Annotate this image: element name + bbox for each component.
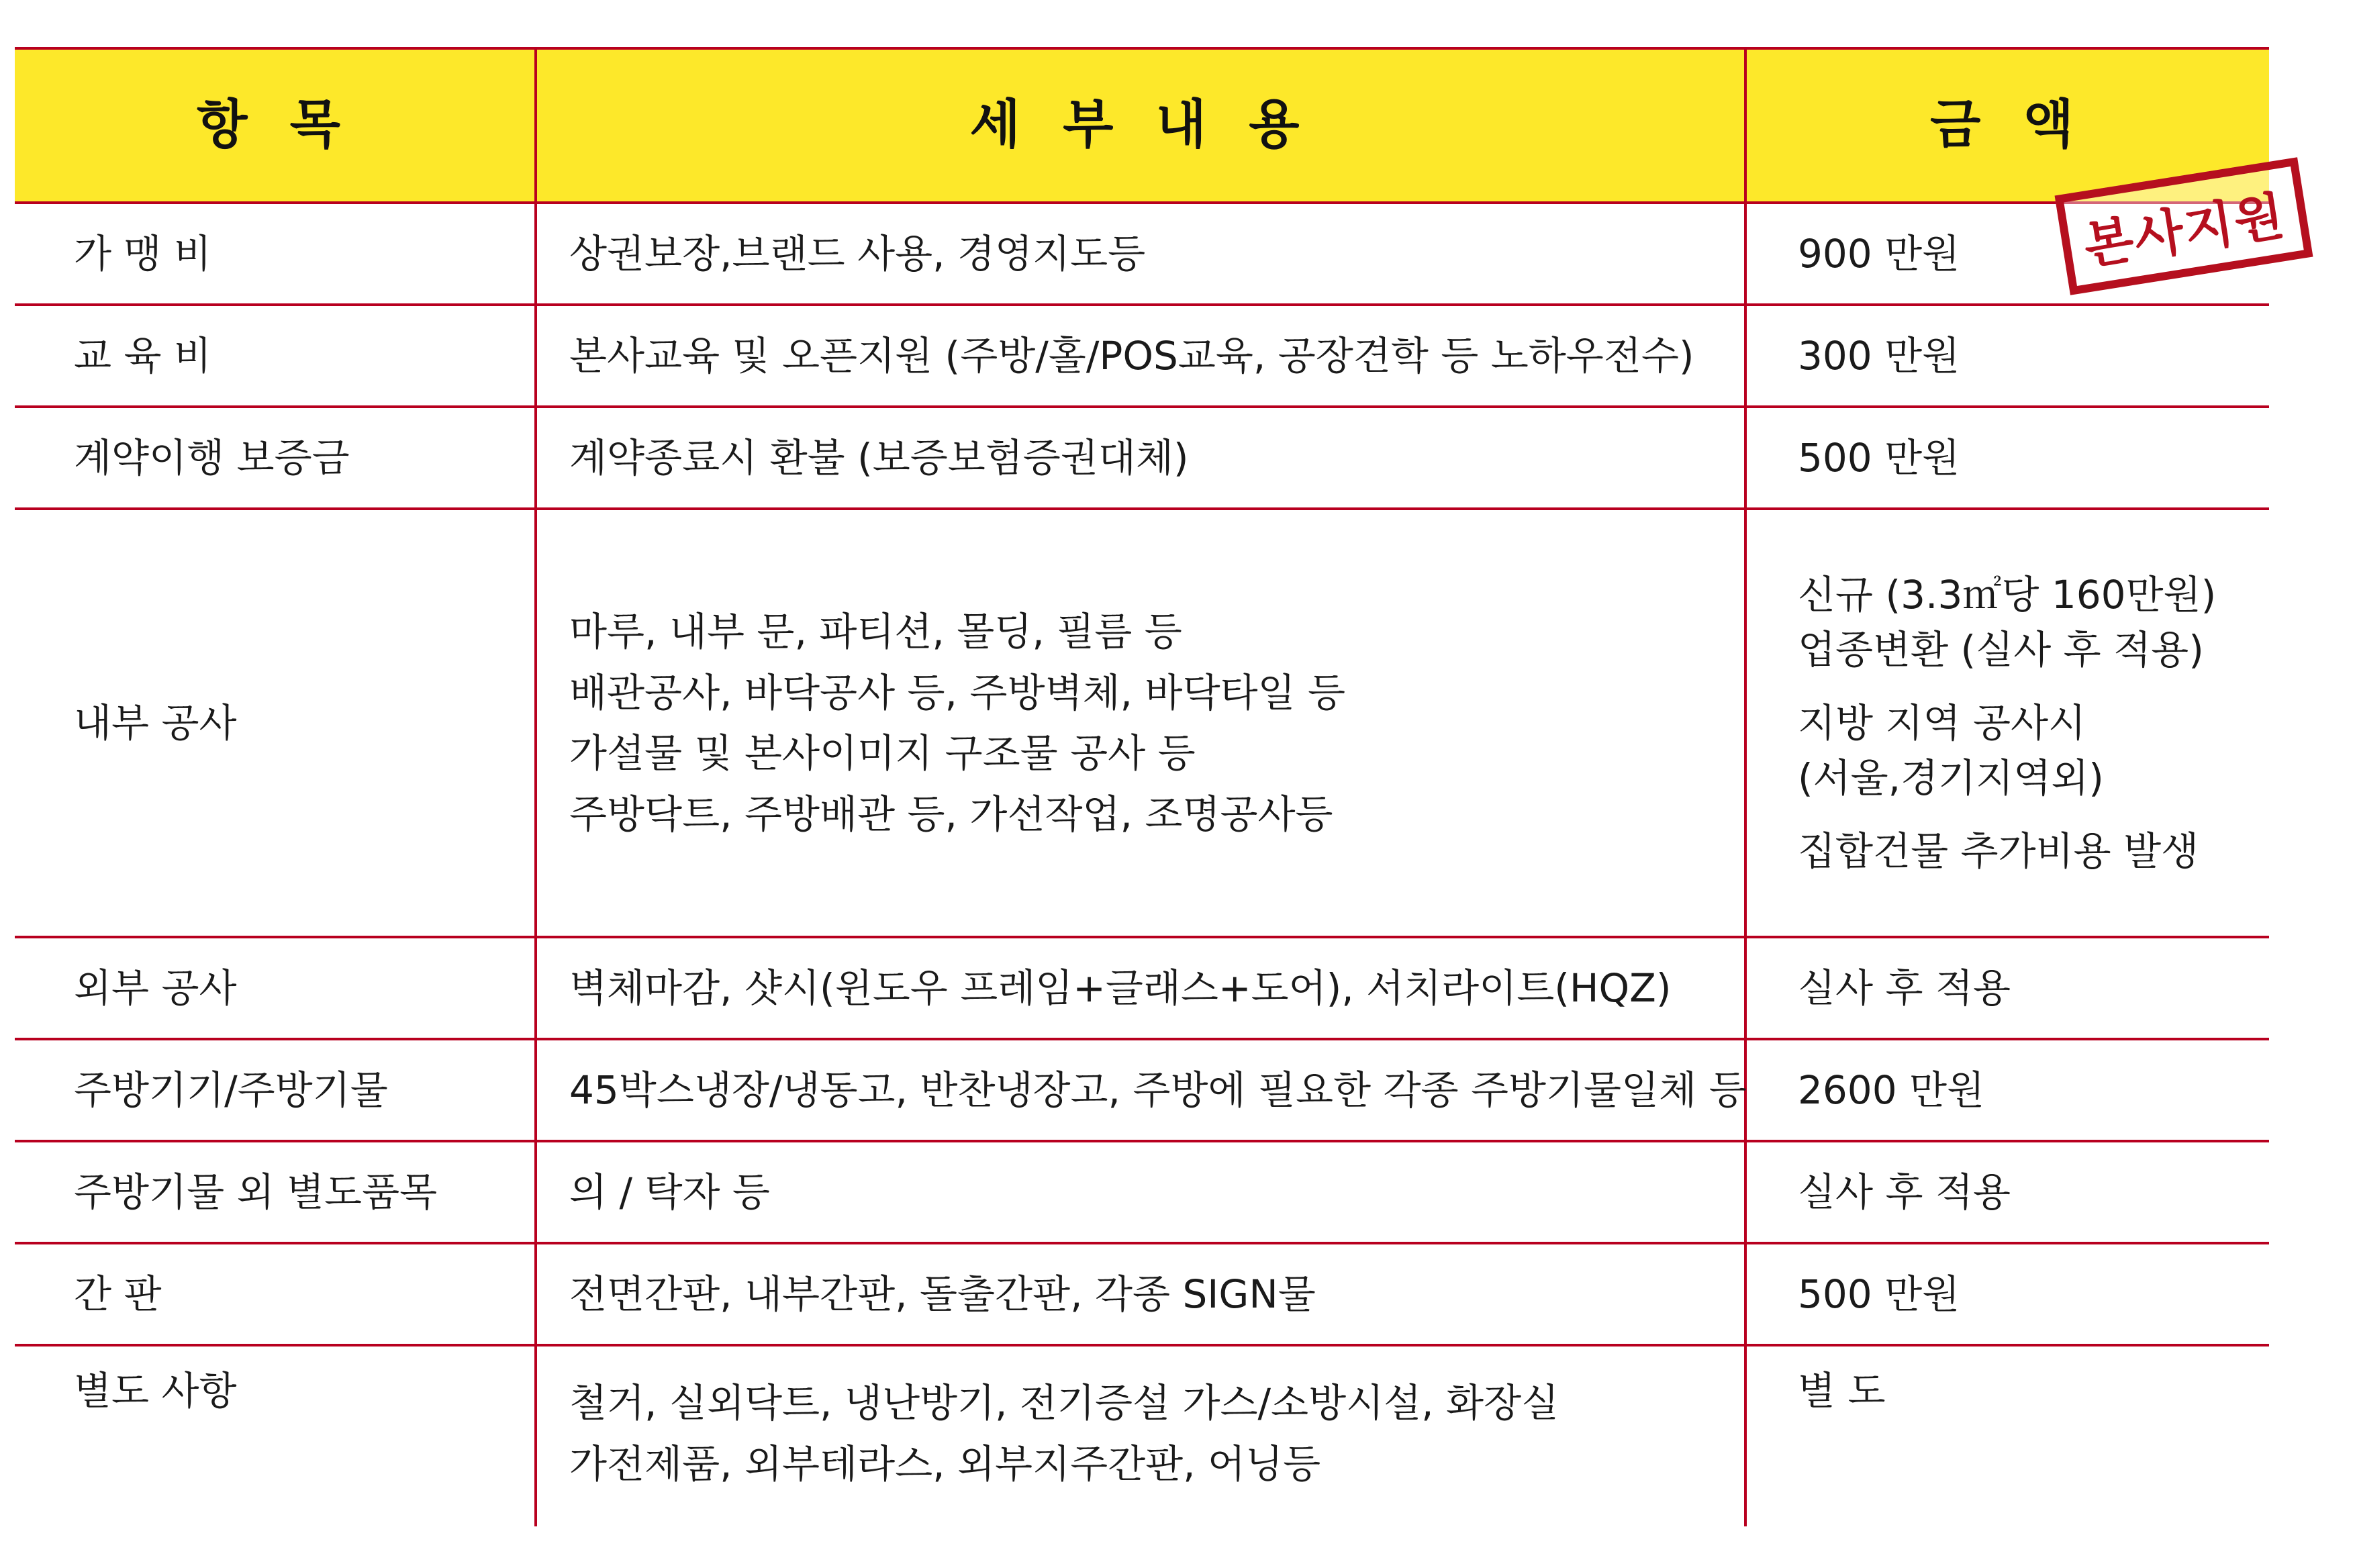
amount-line: 별 도 <box>1798 1368 1886 1414</box>
amount-line: 지방 지역 공사시 <box>1798 699 2086 746</box>
amount-line: 신규 (3.3㎡당 160만원) <box>1798 571 2217 618</box>
table-row <box>15 305 2269 407</box>
amount-cell <box>1745 305 2269 407</box>
detail-cell <box>536 1039 1745 1141</box>
franchise-cost-table <box>15 47 2269 1526</box>
detail-line: 계약종료시 환불 (보증보험증권대체) <box>569 434 1189 481</box>
table-row <box>15 407 2269 509</box>
amount-line: 500 만원 <box>1798 434 1960 481</box>
detail-line: 전면간판, 내부간판, 돌출간판, 각종 SIGN물 <box>569 1271 1316 1317</box>
amount-line: 실사 후 적용 <box>1798 965 2011 1011</box>
header-item: 항 목 <box>15 48 536 203</box>
detail-line: 45박스냉장/냉동고, 반찬냉장고, 주방에 필요한 각종 주방기물일체 등 <box>569 1067 1747 1113</box>
amount-line: 2600 만원 <box>1798 1067 1985 1113</box>
amount-line: 300 만원 <box>1798 332 1960 379</box>
detail-cell <box>536 937 1745 1039</box>
table-row <box>15 509 2269 937</box>
detail-cell <box>536 1141 1745 1243</box>
detail-line: 본사교육 및 오픈지원 (주방/홀/POS교육, 공장견학 등 노하우전수) <box>569 332 1694 379</box>
detail-cell <box>536 407 1745 509</box>
detail-line: 상권보장,브랜드 사용, 경영지도등 <box>569 230 1146 277</box>
item-label: 별도 사항 <box>74 1368 237 1414</box>
table-row <box>15 937 2269 1039</box>
detail-cell <box>536 203 1745 305</box>
item-cell: 간 판 <box>15 1243 536 1345</box>
table-row <box>15 1345 2269 1526</box>
detail-line: 가전제품, 외부테라스, 외부지주간판, 어닝등 <box>569 1440 1321 1487</box>
detail-line: 가설물 및 본사이미지 구조물 공사 등 <box>569 730 1196 776</box>
detail-line: 배관공사, 바닥공사 등, 주방벽체, 바닥타일 등 <box>569 669 1345 716</box>
item-cell: 계약이행 보증금 <box>15 407 536 509</box>
table-row <box>15 1039 2269 1141</box>
detail-line: 벽체마감, 샷시(윈도우 프레임+글래스+도어), 서치라이트(HQZ) <box>569 965 1672 1011</box>
detail-line: 철거, 실외닥트, 냉난방기, 전기증설 가스/소방시설, 화장실 <box>569 1380 1559 1426</box>
item-cell <box>15 1345 536 1526</box>
amount-cell <box>1745 1141 2269 1243</box>
item-cell: 주방기기/주방기물 <box>15 1039 536 1141</box>
amount-line: 900 만원 <box>1798 230 1960 277</box>
item-cell: 가 맹 비 <box>15 203 536 305</box>
table-row <box>15 203 2269 305</box>
table-row <box>15 1141 2269 1243</box>
item-cell: 외부 공사 <box>15 937 536 1039</box>
header-amount: 금 액 <box>1745 48 2269 203</box>
detail-cell <box>536 1243 1745 1345</box>
detail-cell <box>536 1345 1745 1526</box>
amount-line: 업종변환 (실사 후 적용) <box>1798 627 2204 673</box>
stamp-text: 본사지원 <box>2079 185 2289 276</box>
amount-cell <box>1745 1345 2269 1526</box>
amount-cell <box>1745 937 2269 1039</box>
amount-cell <box>1745 407 2269 509</box>
detail-line: 마루, 내부 문, 파티션, 몰딩, 필름 등 <box>569 609 1182 654</box>
amount-line: 집합건물 추가비용 발생 <box>1798 828 2199 874</box>
item-cell: 교 육 비 <box>15 305 536 407</box>
amount-cell <box>1745 1243 2269 1345</box>
franchise-cost-table-wrapper <box>15 47 2269 1526</box>
detail-line: 의 / 탁자 등 <box>569 1169 770 1215</box>
amount-line: 500 만원 <box>1798 1271 1960 1317</box>
detail-line: 주방닥트, 주방배관 등, 가선작업, 조명공사등 <box>569 791 1333 837</box>
amount-cell <box>1745 1039 2269 1141</box>
detail-cell <box>536 509 1745 937</box>
amount-cell <box>1745 509 2269 937</box>
header-detail: 세 부 내 용 <box>536 48 1745 203</box>
table-row <box>15 1243 2269 1345</box>
amount-line: 실사 후 적용 <box>1798 1169 2011 1215</box>
detail-cell <box>536 305 1745 407</box>
table-header-row <box>15 48 2269 203</box>
item-cell: 내부 공사 <box>15 509 536 937</box>
amount-line: (서울,경기지역외) <box>1798 755 2104 801</box>
item-cell: 주방기물 외 별도품목 <box>15 1141 536 1243</box>
